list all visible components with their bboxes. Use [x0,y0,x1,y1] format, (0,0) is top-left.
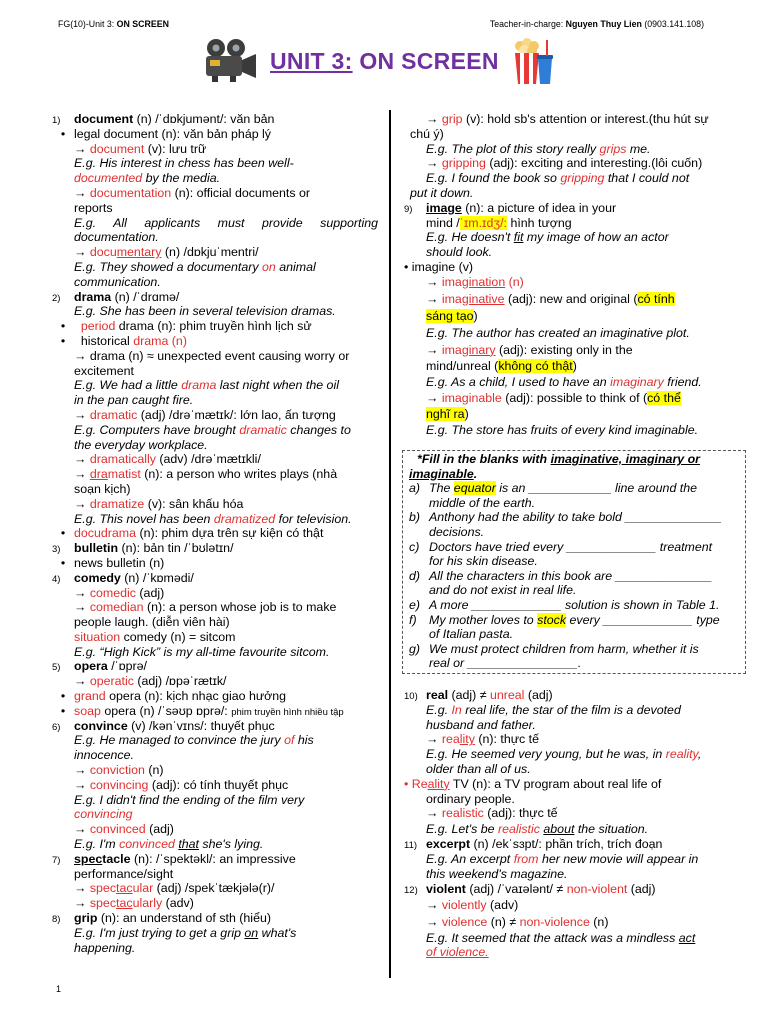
exercise-item: d) All the characters in this book are ______________ [409,568,713,583]
entry-drama: 2) drama (n) /ˈdrɑmə/ [52,289,180,304]
entry-violent: 12) violent (adj) /ˈvaɪələnt/ ≠ non-violent (adj) [404,881,656,896]
exercise-item: b) Anthony had the ability to take bold ______________ [409,510,722,525]
entry-bulletin: 3) bulletin (n): bản tin /ˈbʊlətɪn/ [52,541,234,556]
title-row [200,36,580,86]
left-column: 1) document (n) /ˈdɒkjumənt/: văn bản • legal document (n): văn bản pháp lý → document (v): lưu trữ E.g. His interest in chess has been well- documented by the media. → documentation (n): official documents or reports E.g. All applicants must provide supporting documentation. → documentary (n) /dɒkjuˈmentri/ E.g. They showed a documentary on animal communication. 2) drama (n) /ˈdrɑmə/ E.g. She has been in several television dramas. • period drama (n): phim truyền hình lịch sử • historical drama (n) → drama (n) ≈ unexpected event causing worry or excitement E.g. We had a little drama last night when the oil in the pan caught fire. → dramatic (adj) /drəˈmætɪk/: lớn lao, ấn tượng E.g. Computers have brought dramatic changes to the everyday workplace. → dramatically (adv) /drəˈmætɪkli/ → dramatist (n): a person who writes plays (nhà soạn kịch) → dramatize (v): sân khấu hóa E.g. This novel has been dramatized for television. • docudrama (n): phim dựa trên sự kiện có thật 3) bulletin (n): bản tin /ˈbʊlətɪn/ • news bulletin (n) 4) comedy (n) /ˈkɒmədi/ → comedic (adj) → comedian (n): a person whose job is to make people laugh. (diễn viên hài) situation comedy (n) = sitcom E.g. “High Kick” is my all-time favourite sitcom. 5) opera /ˈɒprə/ → operatic (adj) /ɒpəˈrætɪk/ • grand opera (n): kịch nhạc giao hưởng • soap opera (n) /ˈsəʊp ɒprə/: phim truyền hình nhiều tập 6) convince (v) /kənˈvɪns/: thuyết phục E.g. He managed to convince the jury of his innocence. → conviction (n) → convincing (adj): có tính thuyết phục E.g. I didn't find the ending of the film very convincing → convinced (adj) E.g. I'm convinced that she's lying. 7) spectacle (n): /ˈspektəkl/: an impressive performance/sight → spectacular (adj) /spekˈtækjələ(r)/ → spectacularly (adv) 8) grip (n): an understand of sth (hiểu) E.g. I'm just trying to get a grip on what's happening. [52,112,378,955]
page-number: 1 [56,984,62,994]
exercise-item: f) My mother loves to stock every _____________ type [409,612,720,627]
page-title: UNIT 3: ON SCREEN [270,48,499,74]
entry-opera: 5) opera /ˈɒprə/ [52,659,148,674]
column-divider [389,110,391,978]
exercise-item: e) A more _____________ solution is shown in Table 1. [409,597,720,612]
entry-convince: 6) convince (v) /kənˈvɪns/: thuyết phục [52,718,275,733]
header-teacher: Teacher-in-charge: Nguyen Thuy Lien (0903.141.108) [489,19,704,29]
entry-image: 9) image (n): a picture of idea in your [404,200,617,215]
popcorn-drink-icon [512,36,554,86]
exercise-title: *Fill in the blanks with imaginative, imaginary or [417,452,700,466]
entry-spectacle: 7) spectacle (n): /ˈspektəkl/: an impressive [52,851,296,866]
exercise-box: *Fill in the blanks with imaginative, imaginary or imaginable. a) The equator is an ____________ line around the middle of the earth. b) Anthony had the ability to take bold ______________ decisions. c) Doctors have tried every _____________ treatment for his skin disease. d) All the characters in this book are ______________ and do not exist in real life. e) A more _____________ solution is shown in Table 1. f) My mother loves to stock every _____________ type of Italian pasta. g) We must protect children from harm, whether it is real or ________________. [402,450,746,674]
right-column: → grip (v): hold sb's attention or interest.(thu hút sự chú ý) E.g. The plot of this story really grips me. → gripping (adj): exciting and interesting.(lôi cuốn) E.g. I found the book so gripping that I could not put it down. 9) image (n): a picture of idea in your mind /ˈɪm.ɪdʒ/: hình tượng E.g. He doesn't fit my image of how an actor should look. • imagine (v) → imagination (n) → imaginative (adj): new and original (có tính sáng tạo) E.g. The author has created an imaginative plot. → imaginary (adj): existing only in the mind/unreal (không có thật) E.g. As a child, I used to have an imaginary friend. → imaginable (adj): possible to think of (có thể nghĩ ra) E.g. The store has fruits of every kind imaginable. [404,112,744,438]
right-column-lower: 10) real (adj) ≠ unreal (adj) E.g. In real life, the star of the film is a devoted husband and father. → reality (n): thực tế E.g. He seemed very young, but he was, in reality, older than all of us. • Reality TV (n): a TV program about real life of ordinary people. → realistic (adj): thực tế E.g. Let's be realistic about the situation. 11) excerpt (n) /ekˈsɜpt/: phần trích, trích đoạn E.g. An excerpt from her new movie will appear in this weekend's magazine. 12) violent (adj) /ˈvaɪələnt/ ≠ non-violent (adj) → violently (adv) → violence (n) ≠ non-violence (n) E.g. It seemed that the attack was a mindless act of violence. [404,688,744,960]
entry-real: 10) real (adj) ≠ unreal (adj) [404,688,553,702]
exercise-item: g) We must protect children from harm, whether it is [409,641,699,656]
exercise-item: a) The equator is an ____________ line around the [409,481,698,496]
entry-comedy: 4) comedy (n) /ˈkɒmədi/ [52,570,194,585]
entry-excerpt: 11) excerpt (n) /ekˈsɜpt/: phần trích, trích đoạn [404,837,663,852]
header-unit-code: FG(10)-Unit 3: ON SCREEN [58,19,169,29]
entry-grip: 8) grip (n): an understand of sth (hiểu) [52,911,271,926]
exercise-item: c) Doctors have tried every _____________ treatment [409,539,713,554]
entry-document: 1) document (n) /ˈdɒkjumənt/: văn bản [52,112,275,126]
movie-camera-icon [200,38,258,82]
